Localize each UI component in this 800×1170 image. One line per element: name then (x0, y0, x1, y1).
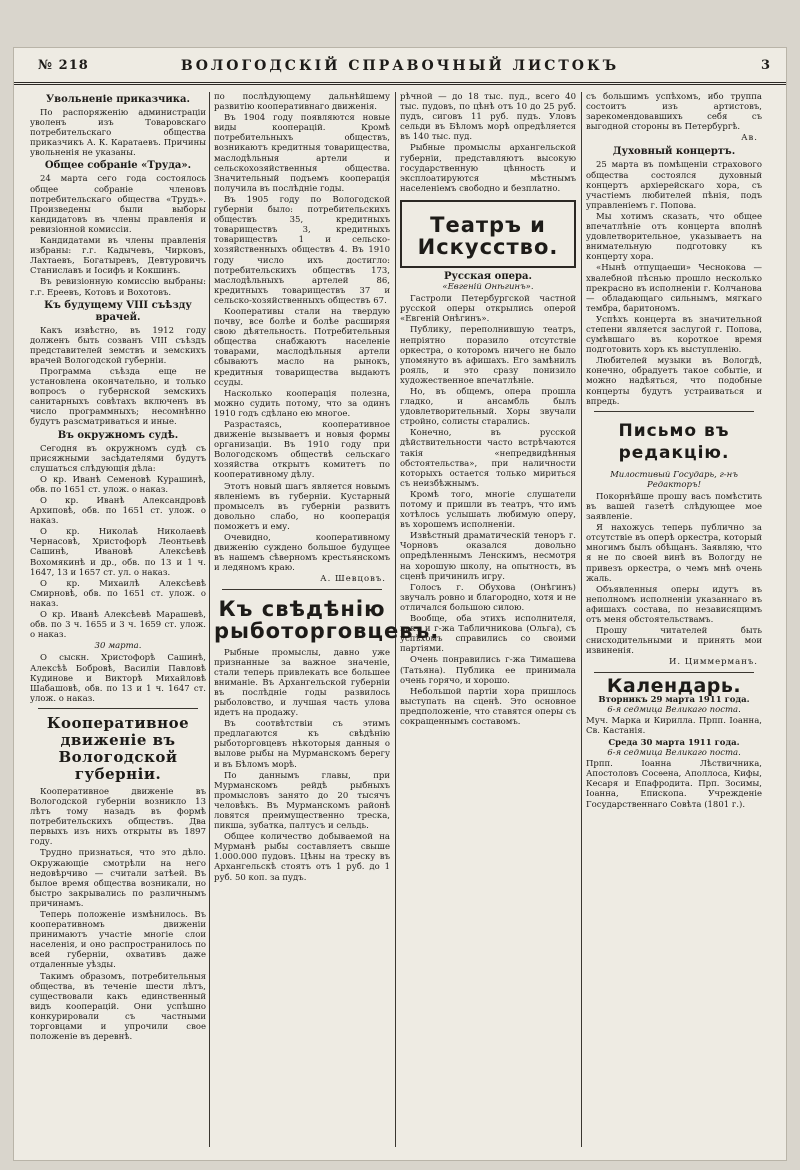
article-paragraph: 24 марта сего года состоялось общее собраніе членовъ потребительскаго общества «Трудъ». Произведены были выборы кандидатовъ въ члены правленія и ревизіонной комиссіи. (30, 174, 206, 235)
section-heading: Театръ и Искусство. (417, 212, 559, 259)
article-paragraph: Очень понравились г-жа Тимашева (Татьяна). Публика ее принимала очень горячо, и хорошо. (400, 655, 576, 686)
article-paragraph: Въ 1905 году по Вологодской губерніи было: потребительскихъ обществъ 35, кредитныхъ товариществъ 3, кредитныхъ товариществъ 1 и сельско-хозяйственныхъ обществъ 4. Въ 1910 году число ихъ достигло: потребительскихъ обществъ 173, маслодѣльныхъ артелей 86, кредитныхъ товариществъ 37 и сельско-хозяйственныхъ обществъ 67. (214, 194, 390, 306)
article-paragraph: Этотъ новый шагъ является новымъ явленіемъ въ губерніи. Кустарный промыселъ въ губерніи развитъ довольно слабо, но кооперація поможетъ и ему. (214, 481, 390, 532)
article-subheading: «Евгеній Онѣгинъ». (442, 282, 534, 293)
article-paragraph: Вообще, оба этихъ исполнителя, какъ и г-жа Табличникова (Ольга), съ успѣхомъ справились со своими партіями. (400, 614, 576, 655)
article-paragraph: 25 марта въ помѣщеніи страхового общества состоялся духовный концертъ архіерейскаго хора, съ участіемъ любителей пѣнія, подъ управленіемъ г. Попова. (586, 160, 762, 211)
article-paragraph: Очевидно, кооперативному движенію суждено большое будущее въ нашемъ сѣверномъ крестьянскомъ и ледяномъ краю. (214, 533, 390, 574)
article-paragraph: Въ ревизіонную комиссію выбраны: г.г. Ереевъ, Котовъ и Вохотовъ. (30, 277, 206, 298)
article-paragraph: Гастроли Петербургской частной русской оперы открылись оперой «Евгеній Онѣгинъ». (400, 294, 576, 325)
article-paragraph: Рыбные промыслы, давно уже признанные за важное значеніе, стали теперь привлекать все большее вниманіе. Въ Архангельской губерніи въ послѣдніе годы развилось рыболовство, и лучшая часть улова идетъ на продажу. (214, 647, 390, 719)
article-subheading: Русская опера. (444, 270, 532, 282)
article-paragraph: О кр. Иванѣ Алексѣевѣ Марашевѣ, обв. по 3 ч. 1655 и 3 ч. 1659 ст. улож. о наказ. (30, 610, 206, 641)
calendar-heading: Календарь. (606, 674, 742, 697)
article-paragraph: Общее количество добываемой на Мурманѣ рыбы составляетъ свыше 1.000.000 пудовъ. Цѣны на треску въ Архангельскѣ стоятъ отъ 1 руб. до 1 руб. 50 коп. за пудъ. (214, 832, 390, 883)
issue-number: № 218 (38, 58, 89, 73)
article-paragraph: Разрастаясь, кооперативное движеніе вызываетъ и новыя формы организаціи. Въ 1910 году при Вологодскомъ обществѣ сельскаго хозяйства открытъ комитетъ по кооперативному дѣлу. (214, 420, 390, 481)
article-heading: Кооперативное движеніе въ Вологодской губерніи. (46, 713, 190, 783)
article-paragraph: О кр. Иванѣ Семеновѣ Курашинѣ, обв. по 1651 ст. улож. о наказ. (30, 474, 206, 495)
article-paragraph: Трудно признаться, что это дѣло. Окружающіе смотрѣли на него недовѣрчиво — считали затѣей. Въ былое время общества возникали, но быстро закрывались по различнымъ причинамъ. (30, 848, 206, 909)
column-1 (30, 92, 206, 1147)
article-heading: Къ будущему VIII съѣзду врачей. (44, 299, 192, 323)
article-paragraph: О сыскн. Христофорѣ Сашинѣ, Алексѣѣ Бобровѣ, Василіи Павловѣ Кудинове и Викторѣ Михайловѣ Шабашовѣ, обв. по 13 и 1 ч. 1647 ст. улож. о наказ. (30, 653, 206, 704)
article-heading: Письмо въ редакцію. (618, 420, 730, 463)
salutation: Милостивый Государь, г-нъ Редакторъ! (610, 469, 738, 490)
article-paragraph: По распоряженію администраціи уволенъ изъ Товаровскаго потребительскаго общества приказчикъ А. К. Каратаевъ. Причины увольненія не указаны. (30, 108, 206, 159)
article-paragraph: Рыбные промыслы архангельской губерніи, представляютъ высокую государственную цѣнность и эксплоатируются мѣстнымъ населеніемъ свободно и безплатно. (400, 143, 576, 194)
article-paragraph: Кромѣ того, многіе слушатели потому и пришли въ театръ, что имъ хотѣлось услышать любимую оперу, въ хорошемъ исполненіи. (400, 489, 576, 531)
date-line: 30 марта. (94, 641, 142, 652)
calendar-week: 6-я седмица Великаго поста. (607, 704, 741, 715)
article-paragraph: Мы хотимъ сказать, что общее впечатлѣніе отъ концерта вполнѣ удовлетворительное, указываетъ на внимательную подготовку къ концерту хора. (586, 211, 762, 263)
article-heading: Духовный концертъ. (612, 146, 736, 158)
author-signature: А. Шевцовъ. (320, 574, 386, 585)
article-paragraph: Программа съѣзда еще не установлена окончательно, и только вопросъ о губернской земскихъ санитарныхъ совѣтахъ включенъ въ число программныхъ; несомнѣнно будутъ разсматриваться и иные. (30, 366, 206, 428)
article-paragraph: Сегодня въ окружномъ судѣ съ присяжными засѣдателями будутъ слушаться слѣдующія дѣла: (30, 443, 206, 474)
column-2 (214, 92, 440, 1147)
article-paragraph: Кооперативное движеніе въ Вологодской губерніи возникло 13 лѣтъ тому назадъ въ формѣ потребительскихъ обществъ. Два первыхъ изъ нихъ открыты въ 1897 году. (30, 786, 206, 848)
author-signature: И. Циммерманъ. (668, 657, 758, 668)
article-paragraph: Въ соотвѣтствіи съ этимъ предлагаются къ свѣдѣнію рыботорговцевъ нѣкоторыя данныя о вылове рыбы на Мурманскомъ берегу и въ Бѣломъ морѣ. (214, 719, 390, 770)
article-paragraph: О кр. Иванѣ Александровѣ Архиповѣ, обв. по 1651 ст. улож. о наказ. (30, 496, 206, 527)
article-paragraph: Кооперативы стали на твердую почву, все болѣе и болѣе расширяя свою дѣятельность. Потребительныя общества снабжаютъ населеніе товарами, маслодѣльныя артели сбываютъ масло на рынокъ, кредитныя товарищества выдаютъ ссуды. (214, 306, 390, 388)
article-heading: Въ окружномъ судѣ. (57, 429, 179, 441)
section-box (400, 200, 576, 268)
calendar-entry: Муч. Марка и Кирилла. Прпп. Іоанна, Св. Кастанія. (586, 715, 762, 736)
article-paragraph: Объявленныя оперы идутъ въ неполномъ исполненіи указаннаго въ афишахъ состава, по независящимъ отъ меня обстоятельствамъ. (586, 584, 762, 626)
article-paragraph: Конечно, въ русской дѣйствительности часто встрѣчаются такія «непредвидѣнныя обстоятельства», при наличности которыхъ остается только мириться съ неизбѣжнымъ. (400, 428, 576, 489)
article-heading: Къ свѣдѣнію рыботорговцевъ. (214, 596, 440, 643)
article-heading: Общее собраніе «Труда». (44, 160, 192, 172)
column-rule (209, 92, 210, 1147)
article-paragraph: Публику, переполнившую театръ, непріятно поразило отсутствіе оркестра, о которомъ ничего не было упомянуто въ афишахъ. Его замѣнилъ рояль, и это сразу понизило художественное впечатлѣніе. (400, 325, 576, 386)
article-paragraph: Насколько кооперація полезна, можно судить потому, что за одинъ 1910 годъ сдѣлано ею многое. (214, 388, 390, 419)
page-number: 3 (760, 58, 770, 73)
article-paragraph: Голосъ г. Обухова (Онѣгинъ) звучалъ ровно и благородно, хотя и не отличался большою силою. (400, 582, 576, 613)
column-rule (581, 92, 582, 1147)
article-paragraph: Но, въ общемъ, опера прошла гладко, и ансамбль былъ удовлетворительный. Хоры звучали стройно, солисты старались. (400, 386, 576, 428)
article-paragraph: Покорнѣйше прошу васъ помѣстить въ вашей газетѣ слѣдующее мое заявленіе. (586, 491, 762, 523)
article-paragraph: Въ 1904 году появляются новые виды кооперацій. Кромѣ потребительныхъ обществъ, возникаютъ кредитныя товарищества, маслодѣльныя артели и сельскохозяйственныя общества. Значительный подъемъ кооперація получила въ послѣдніе годы. (214, 113, 390, 194)
calendar-date: Среда 30 марта 1911 года. (608, 737, 740, 748)
article-paragraph: по послѣдующему дальнѣйшему развитію кооперативнаго движенія. (214, 92, 390, 113)
author-signature: Ав. (741, 133, 758, 144)
article-paragraph: рѣчной — до 18 тыс. пуд., всего 40 тыс. пудовъ, по цѣнѣ отъ 10 до 25 руб. пудъ, сиговъ 11 руб. пудъ. Уловъ сельди въ Бѣломъ морѣ опредѣляется въ 140 тыс. пуд. (400, 92, 576, 143)
article-paragraph: съ большимъ успѣхомъ, ибо труппа состоитъ изъ артистовъ, зарекомендовавшихъ себя съ выгодной стороны въ Петербургѣ. (586, 92, 762, 133)
column-4 (586, 92, 762, 1147)
divider (38, 708, 198, 709)
calendar-week: 6-я седмица Великаго поста. (607, 748, 741, 759)
article-paragraph: О кр. Николаѣ Николаевѣ Чернасовѣ, Христофорѣ Леонтьевѣ Сашинѣ, Ивановѣ Алексѣевѣ Вохомякинѣ и др., обв. по 13 и 1 ч. 1647, 13 и 1657 ст. ул. о наказ. (30, 527, 206, 578)
article-paragraph: Небольшой партіи хора пришлось выступать на сценѣ. Это основное предположеніе, что ставятся оперы съ сокращеннымъ составомъ. (400, 686, 576, 727)
article-paragraph: Успѣхъ концерта въ значительной степени является заслугой г. Попова, сумѣвшаго въ короткое время подготовить хоръ къ выступленію. (586, 314, 762, 356)
article-paragraph: Я нахожусь теперь публично за отсутствіе въ оперѣ оркестра, который многимъ былъ обѣщанъ. Заявляю, что я не по своей винѣ въ Вологду не привезъ оркестра, о чемъ мнѣ очень жаль. (586, 523, 762, 584)
masthead (14, 56, 786, 85)
article-paragraph: Такимъ образомъ, потребительныя общества, въ теченіе шести лѣтъ, существовали какъ единственный видъ кооперацій. Они успѣшно конкурировали съ частными торговцами и упрочили свое положеніе въ деревнѣ. (30, 971, 206, 1043)
article-paragraph: «Нынѣ отпущаеши» Чеснокова — хвалебной пѣснью прошло несколько прекрасно въ исполненіи г. Колчанова — обладающаго сильнымъ, мягкаго тембра, баритономъ. (586, 263, 762, 314)
article-paragraph: Извѣстный драматическій теноръ г. Чорновъ оказался довольно опредѣленнымъ Ленскимъ, несмотря на хорошую школу, на опытность, въ сценѣ причинилъ игру. (400, 531, 576, 582)
divider (594, 411, 754, 412)
article-paragraph: О кр. Михаилѣ Алексѣевѣ Смирновѣ, обв. по 1651 ст. улож. о наказ. (30, 578, 206, 609)
newspaper-title: ВОЛОГОДСКІЙ СПРАВОЧНЫЙ ЛИСТОКЪ (180, 58, 620, 74)
article-paragraph: Теперь положеніе измѣнилось. Въ кооперативномъ движеніи принимаютъ участіе многіе слои населенія, и оно распространилось по всей губерніи, охвативъ даже отдаленные уѣзды. (30, 910, 206, 971)
article-paragraph: Любителей музыки въ Вологдѣ, конечно, обрадуетъ такое событіе, и можно надѣяться, что подобные концерты будутъ устраиваться и впредь. (586, 356, 762, 407)
article-paragraph: Прошу читателей быть снисходительными и принять мои извиненія. (586, 626, 762, 657)
article-paragraph: По даннымъ главы, при Мурманскомъ рейдѣ рыбныхъ промысловъ занято до 20 тысячъ человѣкъ. Въ Мурманскомъ районѣ ловятся преимущественно треска, пикша, зубатка, палтусъ и сельдь. (214, 770, 390, 832)
column-3 (400, 92, 576, 1147)
divider (222, 589, 382, 590)
article-paragraph: Кандидатами въ члены правленія избраны: г.г. Кадычевъ, Чирковъ, Лахтаевъ, Богатыревъ, Девтуровичъ Станиславъ и Іосифъ и Кокшинъ. (30, 236, 206, 277)
article-heading: Увольненіе приказчика. (46, 94, 190, 105)
divider (594, 672, 754, 673)
article-paragraph: Какъ извѣстно, въ 1912 году долженъ быть созванъ VIII съѣздъ представителей земствъ и земскихъ врачей Вологодской губерніи. (30, 325, 206, 366)
calendar-entry: Прпп. Іоанна Лѣствичника, Апостоловъ Сосѳена, Аполлоса, Кифы, Кесаря и Епафродита. Прп. Зосимы, Іоанна, Епископа. Учрежденіе Государственнаго Совѣта (1801 г.). (586, 759, 762, 810)
calendar-date: Вторникъ 29 марта 1911 года. (598, 694, 750, 705)
